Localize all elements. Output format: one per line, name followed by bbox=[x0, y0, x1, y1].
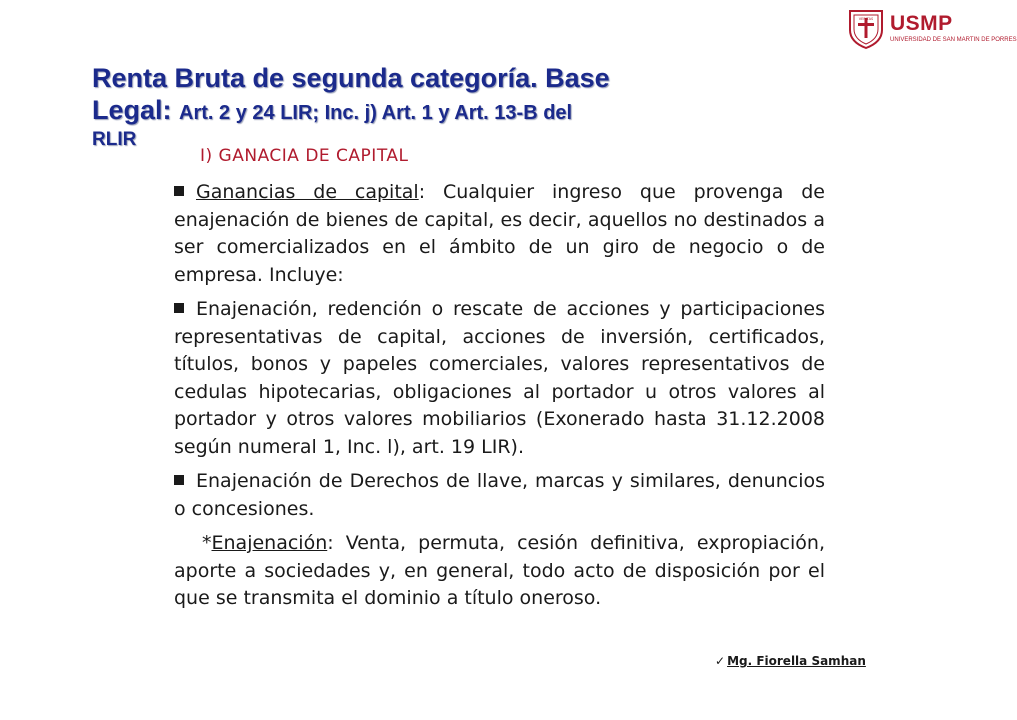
body-text bbox=[174, 179, 825, 613]
check-icon: ✓ bbox=[715, 654, 726, 668]
usmp-logo bbox=[846, 8, 1017, 50]
paragraph-capital-gains bbox=[174, 179, 825, 289]
title-line-2 bbox=[92, 94, 732, 129]
university-seal-icon bbox=[846, 8, 886, 50]
paragraph-text: : Cualquier ingreso que provenga de enajenación de bienes de capital, es decir, aquellos no destinados a ser comercializados en el ámbito de un giro de negocio o de empresa. Incluye: bbox=[174, 181, 825, 286]
note-text: : Venta, permuta, cesión definitiva, expropiación, aporte a sociedades y, en general, todo acto de disposición por el que se transmita el dominio a título oneroso. bbox=[174, 532, 825, 609]
author-name: Mg. Fiorella Samhan bbox=[727, 654, 866, 668]
paragraph-text: Enajenación de Derechos de llave, marcas y similares, denuncios o concesiones. bbox=[174, 470, 825, 520]
seal-text: VERITAS bbox=[858, 17, 874, 21]
title-line-1: Renta Bruta de segunda categoría. Base bbox=[92, 63, 610, 93]
term-capital-gains: Ganancias de capital bbox=[196, 181, 419, 203]
paragraph-shares bbox=[174, 296, 825, 461]
author-signature bbox=[715, 654, 866, 668]
title-line-2-main: Legal: bbox=[92, 95, 172, 125]
section-subheading: I) GANACIA DE CAPITAL bbox=[200, 146, 409, 166]
term-enajenacion: Enajenación bbox=[211, 532, 328, 554]
title-line-2-detail: Art. 2 y 24 LIR; Inc. j) Art. 1 y Art. 13-B del bbox=[179, 102, 573, 124]
definition-note bbox=[174, 530, 825, 613]
title-line-3: RLIR bbox=[92, 129, 137, 150]
paragraph-rights bbox=[174, 468, 825, 523]
square-bullet-icon bbox=[174, 303, 184, 313]
brand-subtitle: UNIVERSIDAD DE SAN MARTIN DE PORRES bbox=[890, 37, 1017, 43]
square-bullet-icon bbox=[174, 475, 184, 485]
paragraph-text: Enajenación, redención o rescate de acciones y participaciones representativas de capital, acciones de inversión, certificados, títulos, bonos y papeles comerciales, valores representativos de cedulas hipotecarias, obligaciones al portador u otros valores al portador y otros valores mobiliarios (Exonerado hasta 31.12.2008 según numeral 1, Inc. l), art. 19 LIR). bbox=[174, 298, 825, 458]
note-prefix: * bbox=[202, 532, 212, 554]
square-bullet-icon bbox=[174, 186, 184, 196]
brand-name: USMP bbox=[890, 12, 953, 35]
page-title bbox=[92, 62, 732, 151]
